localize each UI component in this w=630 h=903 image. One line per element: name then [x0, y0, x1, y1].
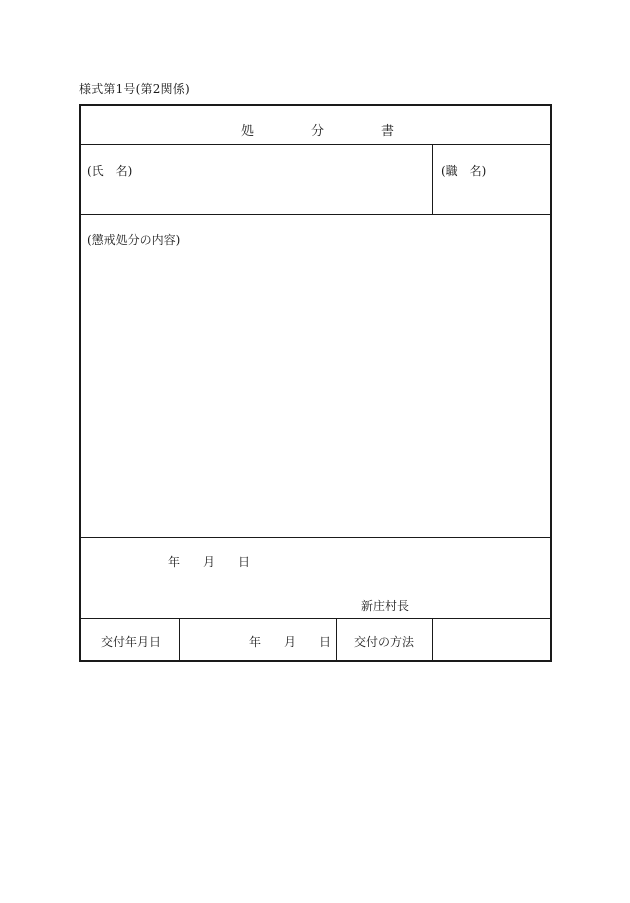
delivery-month-label: 月	[284, 635, 297, 649]
divider-title	[81, 144, 550, 145]
disposition-form-table	[79, 104, 552, 662]
divider-name-position	[432, 144, 433, 214]
date-day-label: 日	[238, 555, 251, 569]
delivery-day-label: 日	[319, 635, 332, 649]
form-number-label: 様式第1号(第2関係)	[79, 82, 190, 96]
divider-name-row	[81, 214, 550, 215]
name-label: (氏 名)	[87, 164, 133, 178]
disciplinary-content-label: (懲戒処分の内容)	[87, 233, 181, 247]
position-label: (職 名)	[441, 164, 487, 178]
delivery-method-label: 交付の方法	[354, 635, 415, 649]
title-char-2: 分	[311, 124, 325, 139]
delivery-year-label: 年	[249, 635, 262, 649]
divider-footer-2	[336, 618, 337, 662]
divider-footer-1	[179, 618, 180, 662]
title-char-1: 処	[241, 124, 255, 139]
divider-footer-3	[432, 618, 433, 662]
date-year-label: 年	[168, 555, 181, 569]
divider-issuer	[81, 618, 550, 619]
delivery-date-label: 交付年月日	[101, 635, 162, 649]
title-char-3: 書	[381, 124, 395, 139]
date-month-label: 月	[203, 555, 216, 569]
divider-content	[81, 537, 550, 538]
issuer-name: 新庄村長	[361, 599, 410, 613]
